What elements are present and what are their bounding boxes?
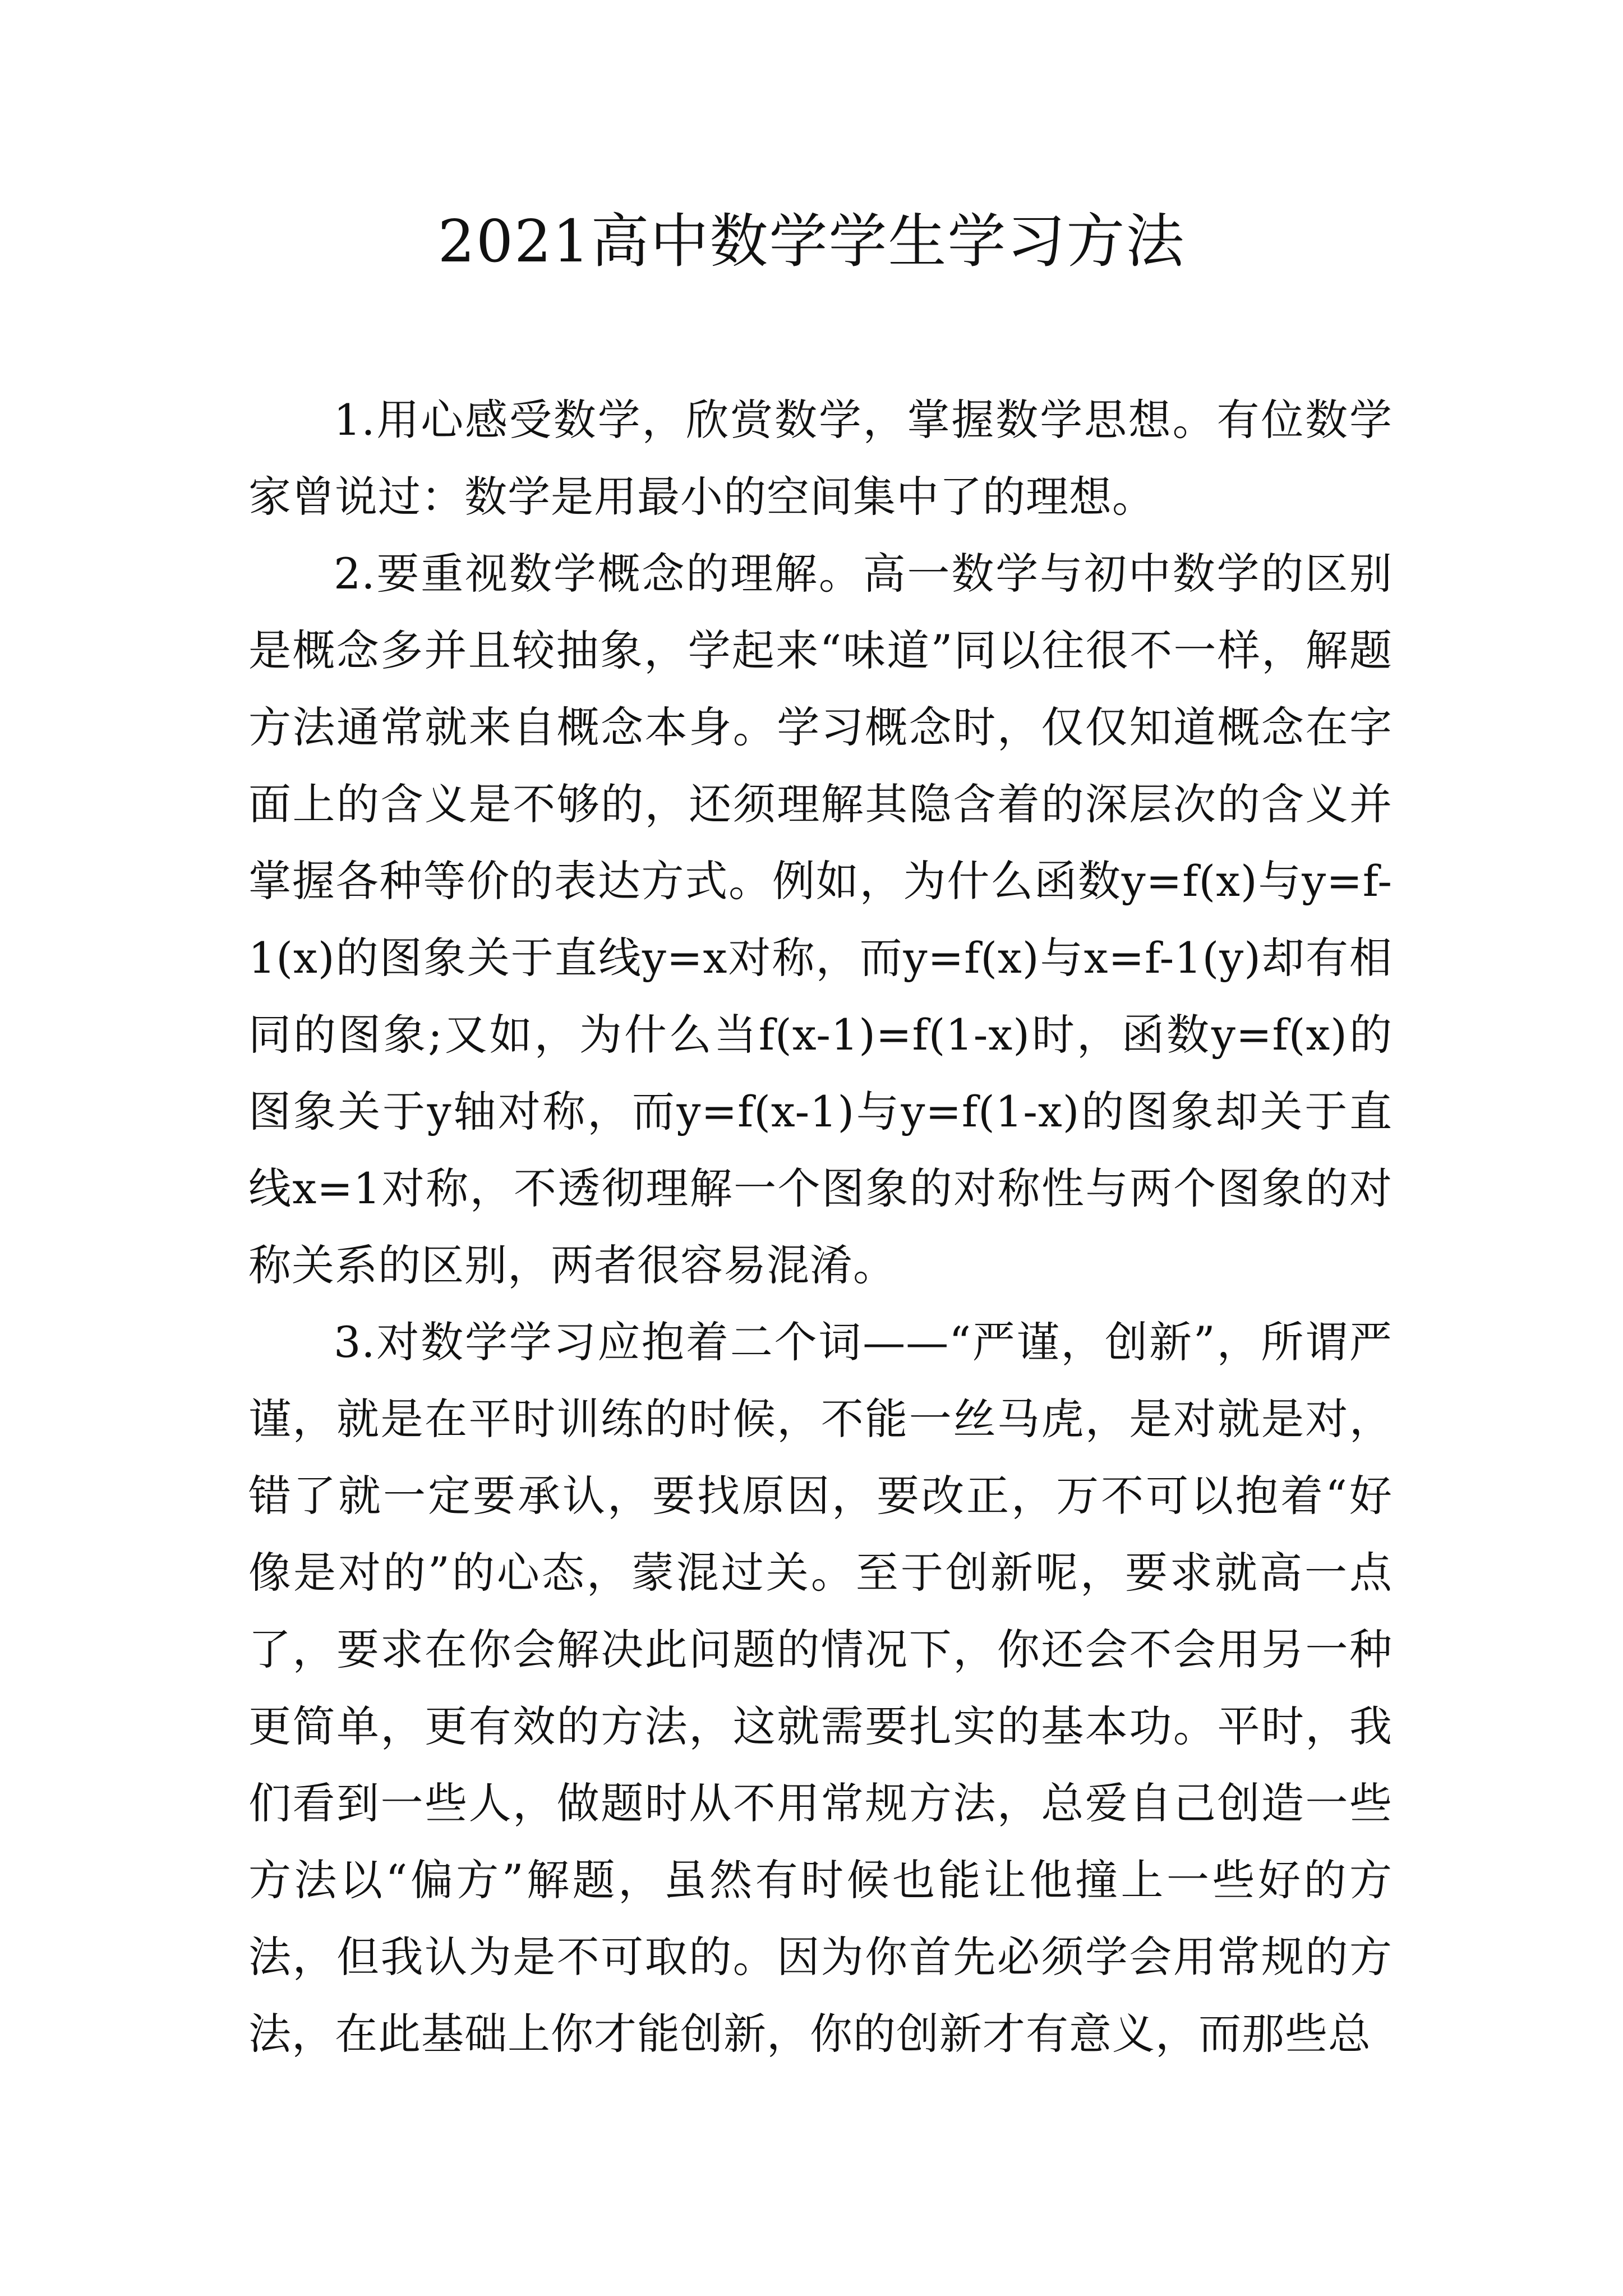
paragraph-3: 3.对数学学习应抱着二个词——“严谨，创新”，所谓严谨，就是在平时训练的时候，不能一丝马虎，是对就是对，错了就一定要承认，要找原因，要改正，万不可以抱着“好像是对的”的心态，蒙混过关。至于创新呢，要求就高一点了，要求在你会解决此问题的情况下，你还会不会用另一种更简单，更有效的方法，这就需要扎实的基本功。平时，我们看到一些人，做题时从不用常规方法，总爱自己创造一些方法以“偏方”解题，虽然有时候也能让他撞上一些好的方法，但我认为是不可取的。因为你首先必须学会用常规的方法，在此基础上你才能创新，你的创新才有意义，而那些总 — [248, 1317, 1393, 2059]
document-title: 2021高中数学学生学习方法 — [437, 207, 1186, 275]
paragraph-2: 2.要重视数学概念的理解。高一数学与初中数学的区别是概念多并且较抽象，学起来“味道”同以往很不一样，解题方法通常就来自概念本身。学习概念时，仅仅知道概念在字面上的含义是不够的，还须理解其隐含着的深层次的含义并掌握各种等价的表达方式。例如，为什么函数y=f(x)与y=f-1(x)的图象关于直线y=x对称，而y=f(x)与x=f-1(y)却有相同的图象;又如，为什么当f(x-1)=f(1-x)时，函数y=f(x)的图象关于y轴对称，而y=f(x-1)与y=f(1-x)的图象却关于直线x=1对称，不透彻理解一个图象的对称性与两个图象的对称关系的区别，两者很容易混淆。 — [248, 549, 1393, 1290]
document-body — [248, 381, 1393, 2072]
paragraph-1: 1.用心感受数学，欣赏数学，掌握数学思想。有位数学家曾说过：数学是用最小的空间集中了的理想。 — [248, 395, 1393, 522]
